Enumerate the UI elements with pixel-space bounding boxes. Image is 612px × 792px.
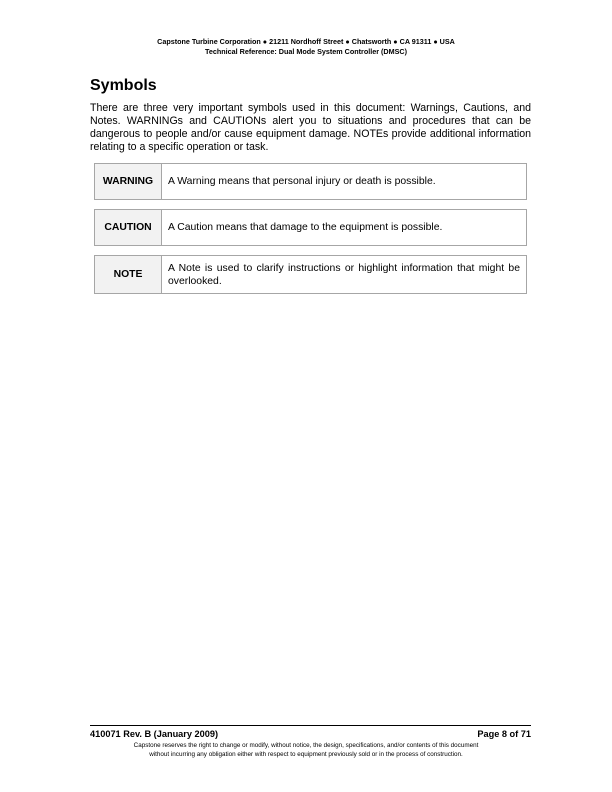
warning-label: WARNING: [95, 164, 162, 199]
footer-document-id: 410071 Rev. B (January 2009): [90, 729, 219, 739]
caution-label: CAUTION: [95, 210, 162, 245]
caution-description-cell: [162, 210, 526, 245]
header-company-address: Capstone Turbine Corporation ● 21211 Nordhoff Street ● Chatsworth ● CA 91311 ● USA: [157, 37, 455, 46]
note-description-cell: [162, 256, 526, 293]
footer-disclaimer: [0, 742, 612, 759]
warning-description-cell: [162, 164, 526, 199]
intro-paragraph: There are three very important symbols used in this document: Warnings, Cautions, and Notes. WARNINGs and CAUTIONs alert you to situations and procedures that can be dangerous to people and/or cause equipment damage. NOTEs provide additional information relating to a specific operation or task.: [90, 102, 531, 154]
note-description: A Note is used to clarify instructions or highlight information that might be overlooked.: [168, 262, 520, 287]
note-label: NOTE: [95, 256, 162, 293]
footer-page-number: Page 8 of 71: [477, 729, 531, 739]
warning-symbol-box: [94, 163, 527, 200]
caution-symbol-box: [94, 209, 527, 246]
page-header: [0, 37, 612, 56]
footer-disclaimer-line-1: Capstone reserves the right to change or modify, without notice, the design, specifications, and/or contents of this document: [133, 742, 479, 749]
footer-disclaimer-line-2: without incurring any obligation either with respect to equipment previously sold or in the process of construction.: [149, 750, 463, 758]
section-title: Symbols: [90, 77, 157, 94]
warning-description: A Warning means that personal injury or death is possible.: [168, 176, 436, 187]
footer-divider: [90, 725, 531, 726]
header-document-title: Technical Reference: Dual Mode System Controller (DMSC): [205, 46, 407, 56]
caution-description: A Caution means that damage to the equipment is possible.: [168, 222, 443, 233]
note-symbol-box: [94, 255, 527, 294]
